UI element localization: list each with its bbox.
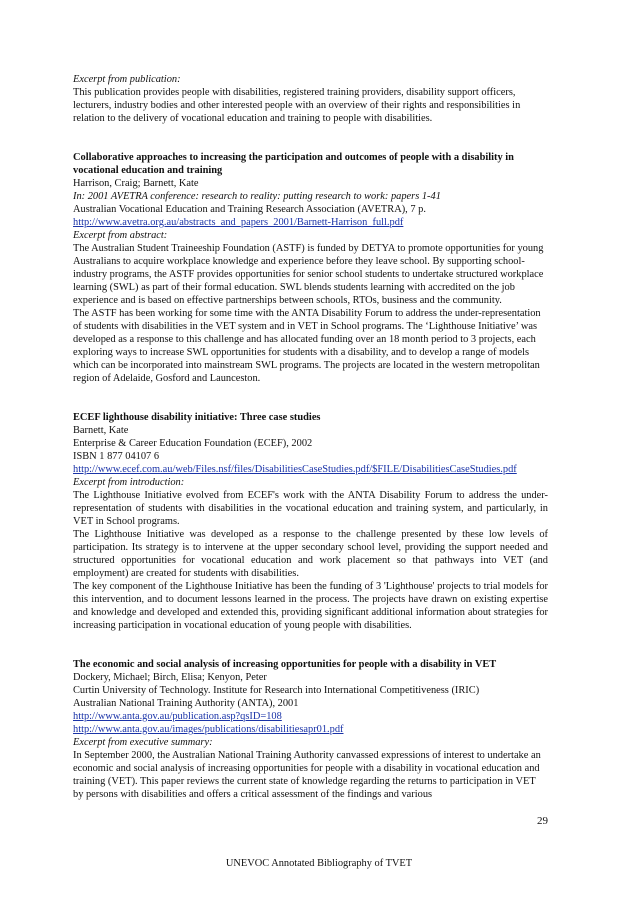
entry-source: In: 2001 AVETRA conference: research to reality: putting research to work: papers 1-41 bbox=[73, 191, 441, 202]
excerpt-heading: Excerpt from introduction: bbox=[73, 477, 185, 488]
entry-publisher: Australian National Training Authority (ANTA), 2001 bbox=[73, 698, 299, 709]
page-number: 29 bbox=[537, 815, 548, 827]
entry-url-link[interactable]: http://www.ecef.com.au/web/Files.nsf/files/DisabilitiesCaseStudies.pdf/$FILE/DisabilitiesCaseStudies.pdf bbox=[73, 464, 517, 475]
excerpt-paragraph: The Lighthouse Initiative evolved from ECEF's work with the ANTA Disability Forum to address the under-representation of students with disabilities in the vocational education and training system, and particularly, in VET in School programs. bbox=[73, 490, 548, 527]
excerpt-paragraph: The ASTF has been working for some time with the ANTA Disability Forum to address the under-representation of students with disabilities in the VET system and in VET in School programs. The ‘Lighthouse Initiative’ was developed as a response to this challenge and has allocated funding over an 18 month period to 3 projects, each exploring ways to increase SWL opportunities for students with a disability, and to develop a range of models which can be incorporated into mainstream SWL programs. The projects are located in the western metropolitan region of Adelaide, Gosford and Launceston. bbox=[73, 308, 541, 384]
entry-authors: Barnett, Kate bbox=[73, 425, 129, 436]
page-footer: UNEVOC Annotated Bibliography of TVET bbox=[225, 858, 413, 869]
excerpt-heading: Excerpt from publication: bbox=[73, 74, 181, 85]
excerpt-paragraph: The Lighthouse Initiative was developed as a response to the challenge presented by these low levels of participation. Its strategy is to intervene at the upper secondary school level, providing the support needed and structured opportunities for vocational education and work placement so that pathways into VET (and employment) are created for students with disabilities. bbox=[73, 529, 548, 579]
entry-url-link[interactable]: http://www.anta.gov.au/images/publications/disabilitiesapr01.pdf bbox=[73, 724, 344, 735]
excerpt-paragraph: The key component of the Lighthouse Initiative has been the funding of 3 'Lighthouse' projects to trial models for this intervention, and to document lessons learned in the process. The projects have drawn on existing expertise and knowledge and developed and extended this, providing significant additional information about strategies for increasing participation in vocational education of young people with disabilities. bbox=[73, 581, 548, 631]
bibliography-entry bbox=[73, 151, 548, 385]
entry-publisher: Enterprise & Career Education Foundation (ECEF), 2002 bbox=[73, 438, 313, 449]
bibliography-entry bbox=[73, 658, 548, 801]
entry-authors: Harrison, Craig; Barnett, Kate bbox=[73, 178, 199, 189]
entry-authors: Dockery, Michael; Birch, Elisa; Kenyon, Peter bbox=[73, 672, 267, 683]
excerpt-paragraph: The Australian Student Traineeship Foundation (ASTF) is funded by DETYA to promote opportunities for young Australians to acquire workplace knowledge and experience before they leave school. By supporting school-industry programs, the ASTF provides opportunities for senior school students to undertake structured workplace learning (SWL) as part of their formal education. SWL blends students learning with accredited on the job experience and is based on effective partnerships between schools, RTOs, business and the community. bbox=[73, 243, 544, 306]
entry-title: ECEF lighthouse disability initiative: Three case studies bbox=[73, 412, 321, 423]
entry-url-link[interactable]: http://www.avetra.org.au/abstracts_and_papers_2001/Barnett-Harrison_full.pdf bbox=[73, 217, 404, 228]
entry-title: The economic and social analysis of increasing opportunities for people with a disability in VET bbox=[73, 659, 497, 670]
excerpt-paragraph: In September 2000, the Australian National Training Authority canvassed expressions of interest to undertake an economic and social analysis of increasing opportunities for people with a disability in vocational education and training (VET). This paper reviews the current state of knowledge regarding the returns to participation in VET by persons with disabilities and offers a critical assessment of the findings and various bbox=[73, 750, 541, 800]
excerpt-heading: Excerpt from abstract: bbox=[73, 230, 168, 241]
entry-publisher: Australian Vocational Education and Training Research Association (AVETRA), 7 p. bbox=[73, 204, 426, 215]
excerpt-heading: Excerpt from executive summary: bbox=[73, 737, 213, 748]
entry-url-link[interactable]: http://www.anta.gov.au/publication.asp?qsID=108 bbox=[73, 711, 282, 722]
entry-institution: Curtin University of Technology. Institute for Research into International Competitiveness (IRIC) bbox=[73, 685, 480, 696]
excerpt-text: This publication provides people with disabilities, registered training providers, disability support officers, lecturers, industry bodies and other interested people with an overview of their rights and responsibilities in relation to the delivery of vocational education and training to people with disabilities. bbox=[73, 87, 521, 124]
entry-title: Collaborative approaches to increasing the participation and outcomes of people with a disability in vocational education and training bbox=[73, 152, 514, 176]
entry-isbn: ISBN 1 877 04107 6 bbox=[73, 451, 160, 462]
bibliography-entry bbox=[73, 411, 548, 632]
page-content bbox=[73, 73, 548, 801]
